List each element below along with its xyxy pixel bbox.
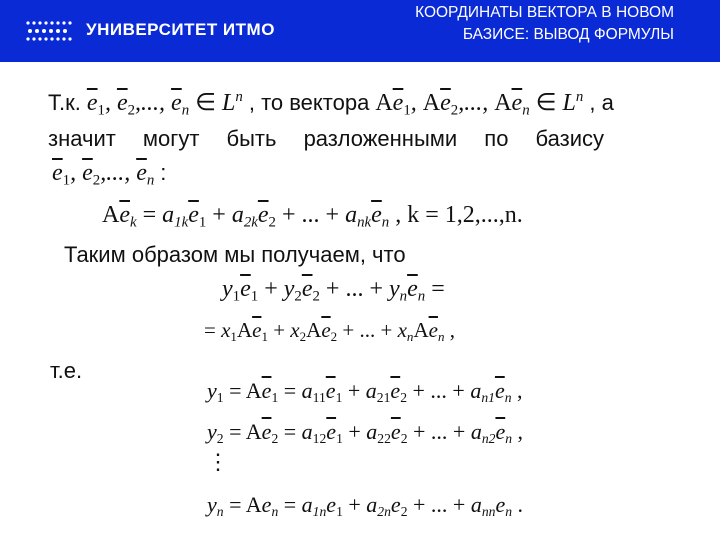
line-basis-list [52, 160, 166, 189]
formula-y-sum: $y_1\overline{e}_1 + y_2\overline{e}_2$ + ... + $y_n\overline{e}_n$ = [222, 276, 445, 305]
vertical-dots: ⋮ [207, 449, 229, 474]
text-a: , а [589, 90, 614, 115]
slide-title-line-1: КООРДИНАТЫ ВЕКТОРА В НОВОМ [415, 4, 674, 21]
text-colon: : [160, 160, 167, 185]
slide-title [354, 2, 674, 46]
slide-title-line-2: БАЗИСЕ: ВЫВОД ФОРМУЛЫ [462, 26, 674, 43]
logo-text: УНИВЕРСИТЕТ ИТМО [86, 20, 275, 39]
header-bar [0, 0, 720, 62]
formula-k-range: , k = 1,2,...,n. [395, 202, 523, 228]
itmo-logo-icon [24, 17, 74, 45]
text-takim: Таким образом мы получаем, что [64, 242, 406, 267]
formula-y2: $y_2 = A\overline{e}_2 = a_{12}\overline{e}_1 + a_{22}\overline{e}_2$ + ... + $a_{n2}\overline{e}_n$ , [207, 419, 524, 447]
line-tk [48, 88, 614, 119]
text-te: т.е. [50, 358, 83, 383]
formula-basis-list: $\overline{e}_1$, $\overline{e}_2$,..., $\overline{e}_n$ [52, 160, 155, 189]
text-tk: Т.к. [48, 90, 81, 115]
formula-y1: $y_1 = A\overline{e}_1 = a_{11}\overline{e}_1 + a_{21}\overline{e}_2$ + ... + $a_{n1}\overline{e}_n$ , [207, 378, 523, 406]
text-line2: значит могут быть разложенными по базису [48, 126, 605, 151]
formula-yn: $y_n = Ae_n = a_{1n}e_1 + a_{2n}e_2$ + ... + $a_{nn}e_n$ . [207, 492, 524, 520]
formula-images-in-L: $A\overline{e}_1$, $A\overline{e}_2$,..., $A\overline{e}_n$ ∈ $L^n$ [375, 89, 584, 119]
formula-x-sum: = $x_1A\overline{e}_1 + x_2A\overline{e}_2$ + ... + $x_nA\overline{e}_n$ , [204, 318, 455, 344]
text-to-vectors: , то вектора [248, 90, 370, 115]
formula-basis-in-L: $\overline{e}_1$, $\overline{e}_2$,..., $\overline{e}_n$ ∈ $L^n$ [86, 89, 243, 119]
slide-content [0, 62, 720, 540]
formula-decomposition: $A\overline{e}_k = a_{1k}\overline{e}_1 + a_{2k}\overline{e}_2$ + ... + $a_{nk}\overline{e}_n$ , k = 1,2,...,n. [102, 202, 523, 231]
